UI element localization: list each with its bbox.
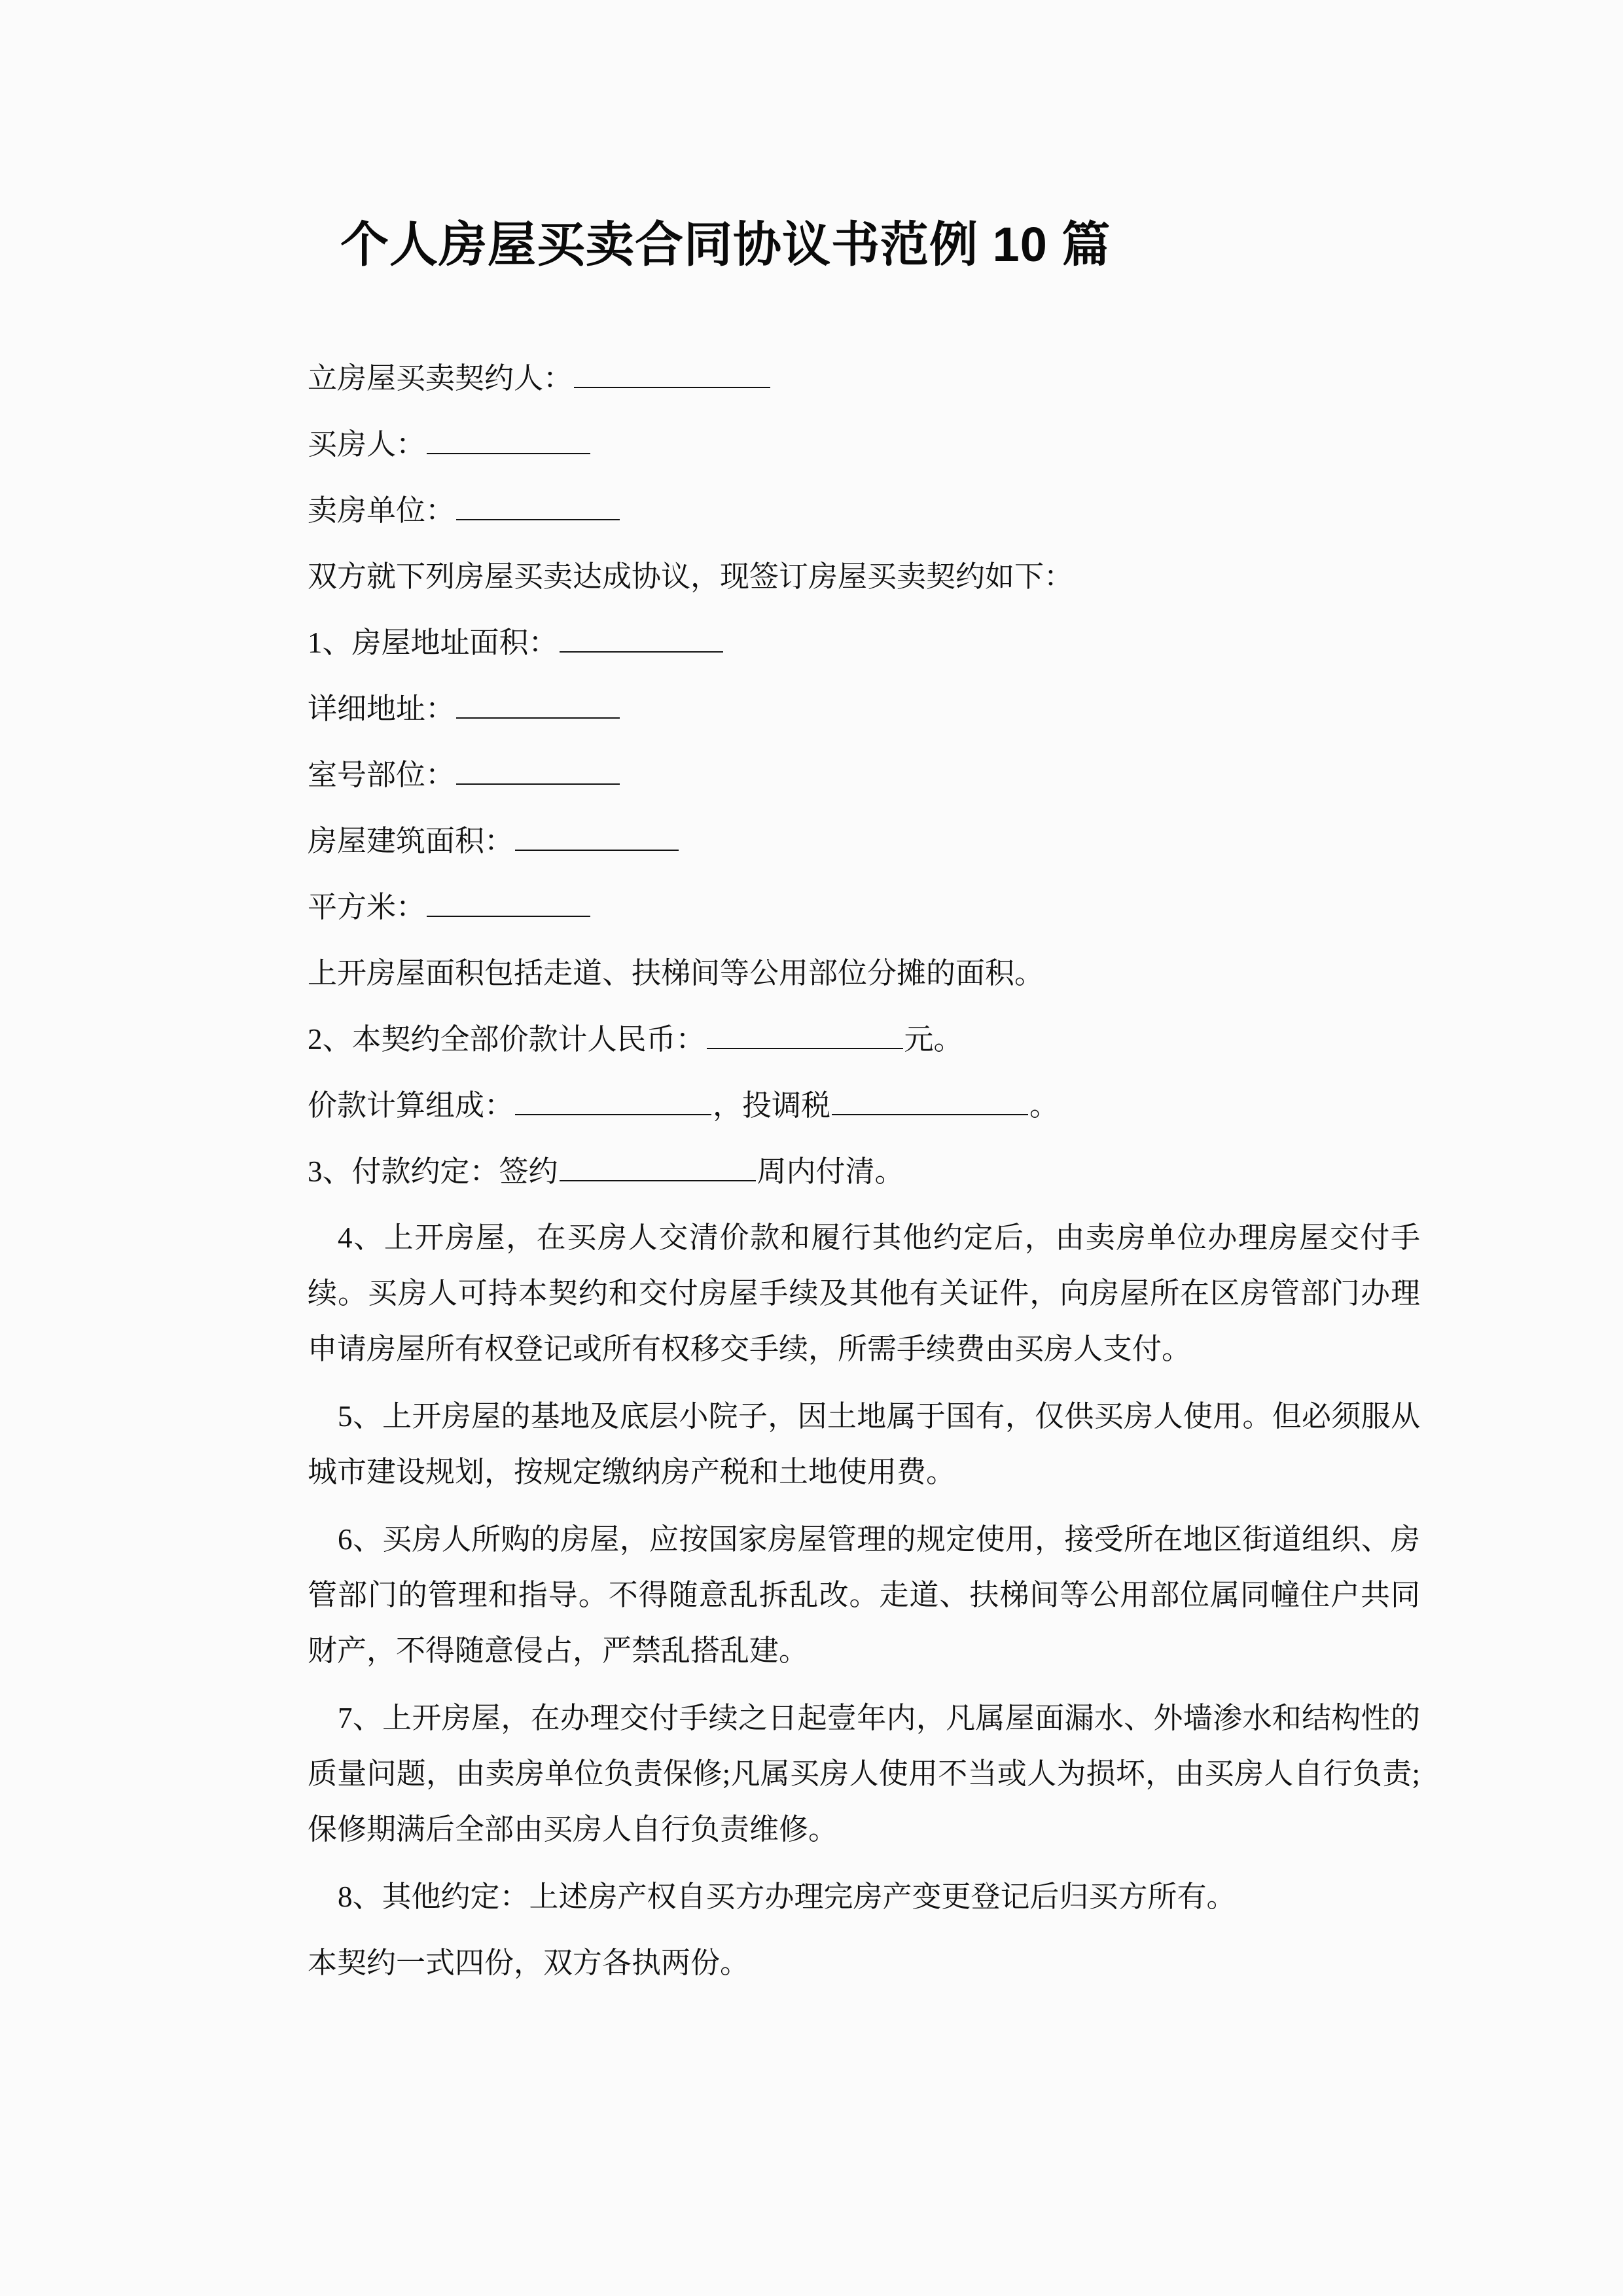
item3-suffix: 周内付清。 [757,1155,904,1188]
page-title: 个人房屋买卖合同协议书范例 10 篇 [340,217,1111,272]
item1-label: 1、房屋地址面积： [308,626,558,659]
party-label: 立房屋买卖契约人： [308,362,573,395]
buyer-line [308,417,1420,473]
closing-line: 本契约一式四份，双方各执两份。 [308,1946,750,1979]
square-meter-label: 平方米： [308,891,426,924]
building-area-blank[interactable] [515,821,679,851]
seller-blank[interactable] [456,490,620,520]
square-meter-blank[interactable] [427,887,590,917]
item1-blank[interactable] [560,622,723,653]
building-area-line [308,814,1420,869]
price-composition-blank[interactable] [515,1085,711,1115]
item1-line [308,615,1420,671]
seller-label: 卖房单位： [308,494,455,527]
preamble-line: 双方就下列房屋买卖达成协议，现签订房屋买卖契约如下： [308,560,1074,593]
clause-item-5: 5、上开房屋的基地及底层小院子，因土地属于国有，仅供买房人使用。但必须服从城市建设规划，按规定缴纳房产税和土地使用费。 [308,1400,1420,1488]
party-line [308,351,1420,406]
price-composition-line [308,1078,1420,1134]
clause-item-6: 6、买房人所购的房屋，应按国家房屋管理的规定使用，接受所在地区街道组织、房管部门的管理和指导。不得随意乱拆乱改。走道、扶梯间等公用部位属同幢住户共同财产，不得随意侵占，严禁乱搭乱建。 [308,1523,1420,1667]
tax-blank[interactable] [832,1085,1028,1115]
item3-line [308,1144,1420,1200]
item3-prefix: 3、付款约定：签约 [308,1155,558,1188]
clause-item-8: 8、其他约定：上述房产权自买方办理完房产变更登记后归买方所有。 [338,1880,1236,1913]
seller-line [308,483,1420,539]
room-part-line [308,747,1420,803]
square-meter-line [308,880,1420,935]
item3-blank[interactable] [560,1151,756,1181]
price-composition-suffix: 。 [1029,1089,1060,1122]
item2-prefix: 2、本契约全部价款计人民币： [308,1023,705,1056]
price-composition-prefix: 价款计算组成： [308,1089,514,1122]
document-body [308,340,1420,2001]
detail-address-label: 详细地址： [308,692,455,725]
price-composition-middle: ，投调税 [713,1089,831,1122]
item2-line [308,1012,1420,1067]
clause-item-4: 4、上开房屋，在买房人交清价款和履行其他约定后，由卖房单位办理房屋交付手续。买房人可持本契约和交付房屋手续及其他有关证件，向房屋所在区房管部门办理申请房屋所有权登记或所有权移交手续，所需手续费由买房人支付。 [308,1221,1420,1365]
buyer-label: 买房人： [308,428,426,461]
building-area-label: 房屋建筑面积： [308,825,514,857]
item2-blank[interactable] [707,1019,903,1049]
item2-suffix: 元。 [904,1023,963,1056]
area-note-line: 上开房屋面积包括走道、扶梯间等公用部位分摊的面积。 [308,957,1044,990]
room-part-blank[interactable] [456,755,620,785]
detail-address-blank[interactable] [456,689,620,719]
room-part-label: 室号部位： [308,759,455,791]
detail-address-line [308,681,1420,737]
clause-item-7: 7、上开房屋，在办理交付手续之日起壹年内，凡属屋面漏水、外墙渗水和结构性的质量问题，由卖房单位负责保修;凡属买房人使用不当或人为损坏，由买房人自行负责;保修期满后全部由买房人自行负责维修。 [308,1702,1420,1846]
buyer-blank[interactable] [427,424,590,454]
party-blank[interactable] [574,358,770,388]
